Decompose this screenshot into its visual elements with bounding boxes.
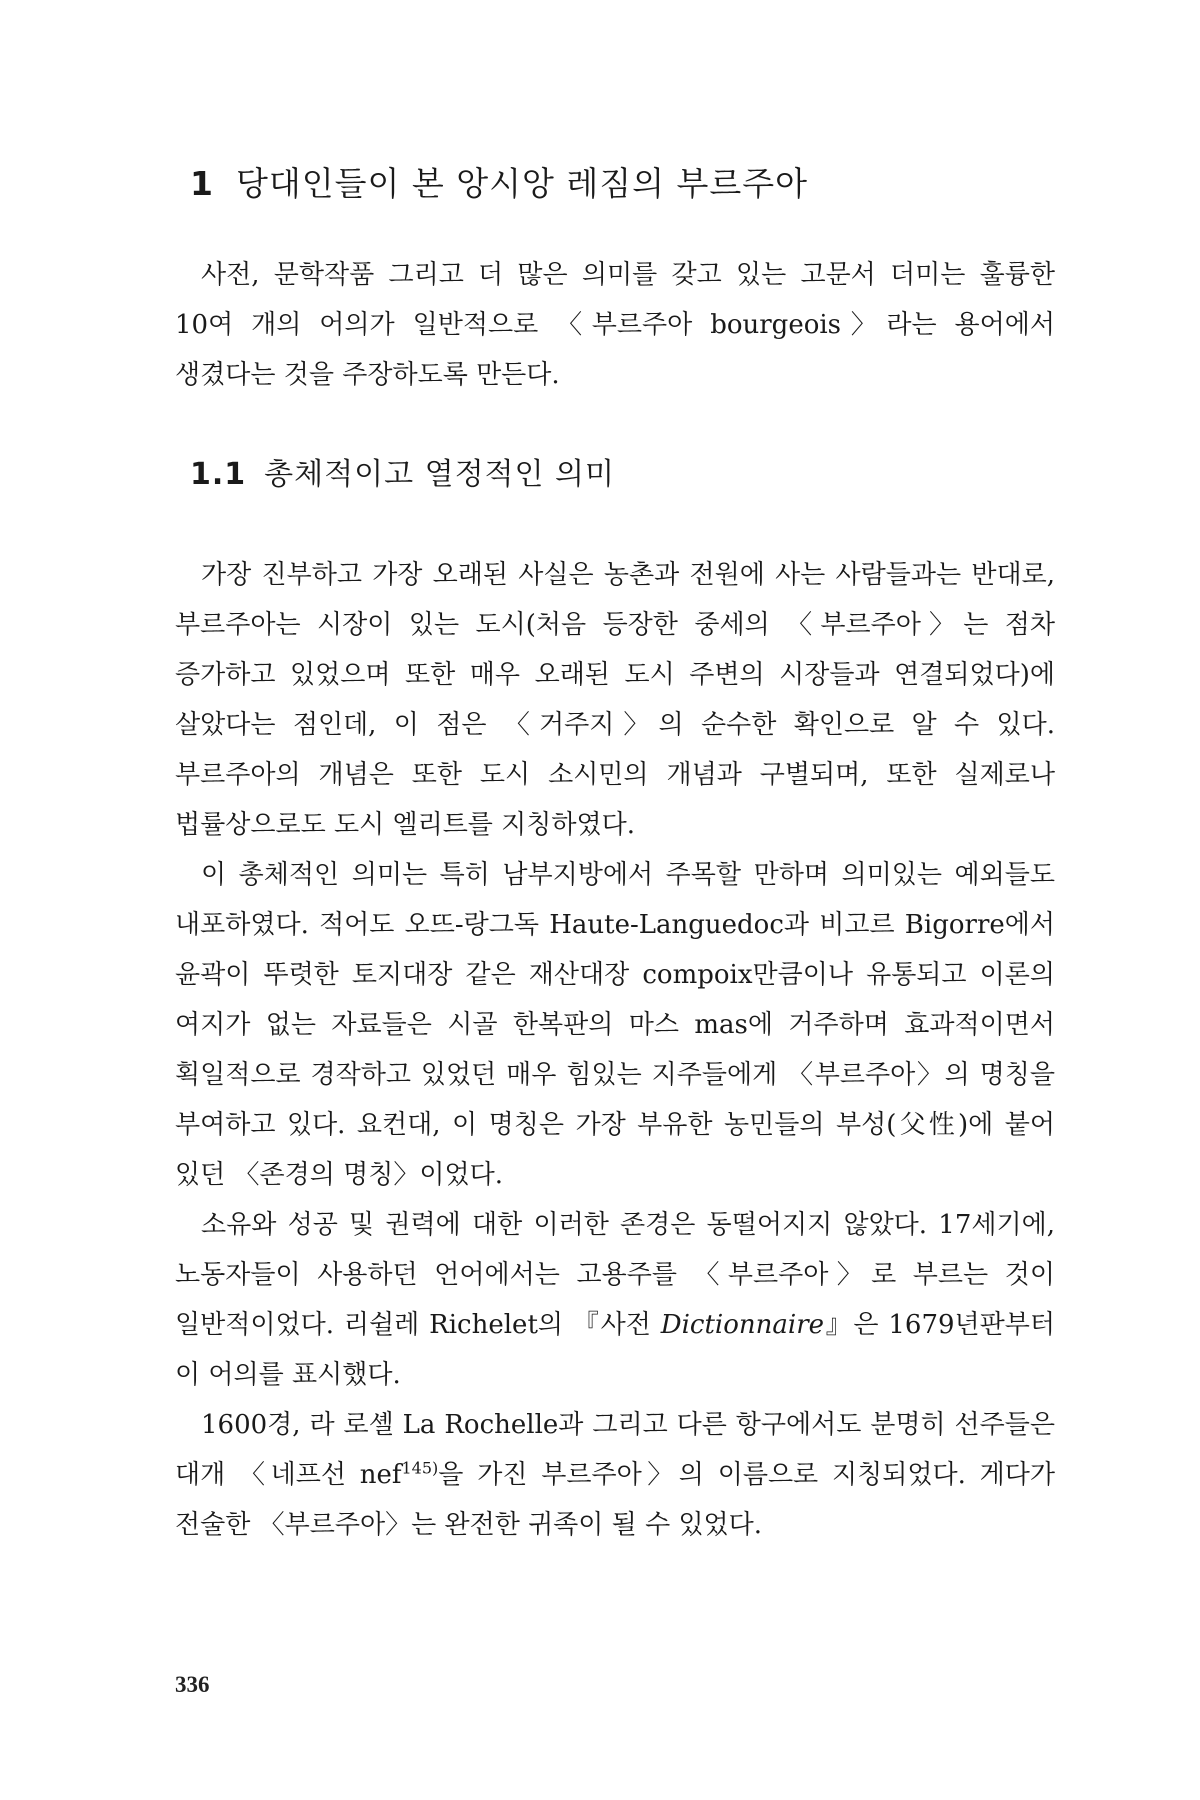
paragraph-3-text: 소유와 성공 및 권력에 대한 이러한 존경은 동떨어지지 않았다. 17세기에, 노동자들이 사용하던 언어에서는 고용주를 〈부르주아〉로 부르는 것이 일반적이었다. 리쉴레 Richelet의 『사전 <box>175 1210 1055 1340</box>
paragraph-1: 가장 진부하고 가장 오래된 사실은 농촌과 전원에 사는 사람들과는 반대로, 부르주아는 시장이 있는 도시(처음 등장한 중세의 〈부르주아〉는 점차 증가하고 있었으며 또한 매우 오래된 도시 주변의 시장들과 연결되었다)에 살았다는 점인데, 이 점은 〈거주지〉의 순수한 확인으로 알 수 있다. 부르주아의 개념은 또한 도시 소시민의 개념과 구별되며, 또한 실제로나 법률상으로도 도시 엘리트를 지칭하였다. <box>175 560 1055 840</box>
section-title: 총체적이고 열정적인 의미 <box>264 457 616 492</box>
chapter-heading <box>190 158 1090 205</box>
section-number: 1.1 <box>190 457 247 492</box>
body-text <box>175 550 1055 1550</box>
chapter-number: 1 <box>190 164 214 203</box>
paragraph-4-continued: 게다가 전술한 〈부르주아〉는 완전한 귀족이 될 수 있었다. <box>175 1460 1056 1540</box>
dictionnaire-italic: Dictionnaire <box>660 1310 825 1340</box>
intro-paragraph: 사전, 문학작품 그리고 더 많은 의미를 갖고 있는 고문서 더미는 훌륭한 10여 개의 어의가 일반적으로 〈부르주아 bourgeois〉라는 용어에서 생겼다는 것을 주장하도록 만든다. <box>175 260 1055 390</box>
paragraph-4-tail: 을 가진 부르주아〉의 이름으로 지칭되었다. <box>438 1460 966 1490</box>
intro-block <box>175 250 1055 400</box>
paragraph-3 <box>175 1200 1055 1400</box>
page-number: 336 <box>175 1672 210 1697</box>
paragraph-4 <box>175 1400 1055 1550</box>
paragraph-4-text: 1600경, 라 로셸 La Rochelle과 그리고 다른 항구에서도 분명히 선주들은 대개 〈네프선 nef <box>175 1410 1055 1490</box>
paragraph-3-tail: 』은 1679년판부터 이 어의를 표시했다. <box>175 1310 1056 1390</box>
paragraph-2: 이 총체적인 의미는 특히 남부지방에서 주목할 만하며 의미있는 예외들도 내포하였다. 적어도 오뜨-랑그독 Haute-Languedoc과 비고르 Bigorre에서 윤곽이 뚜렷한 토지대장 같은 재산대장 compoix만큼이나 유통되고 이론의 여지가 없는 자료들은 시골 한복판의 마스 mas에 거주하며 효과적이면서 획일적으로 경작하고 있었던 매우 힘있는 지주들에게 〈부르주아〉의 명칭을 부여하고 있다. 요컨대, 이 명칭은 가장 부유한 농민들의 부성(父性)에 붙어 있던 〈존경의 명칭〉이었다. <box>175 860 1055 1190</box>
footnote-145: 145) <box>401 1458 439 1478</box>
section-heading <box>190 449 1090 493</box>
chapter-title: 당대인들이 본 앙시앙 레짐의 부르주아 <box>235 164 808 203</box>
